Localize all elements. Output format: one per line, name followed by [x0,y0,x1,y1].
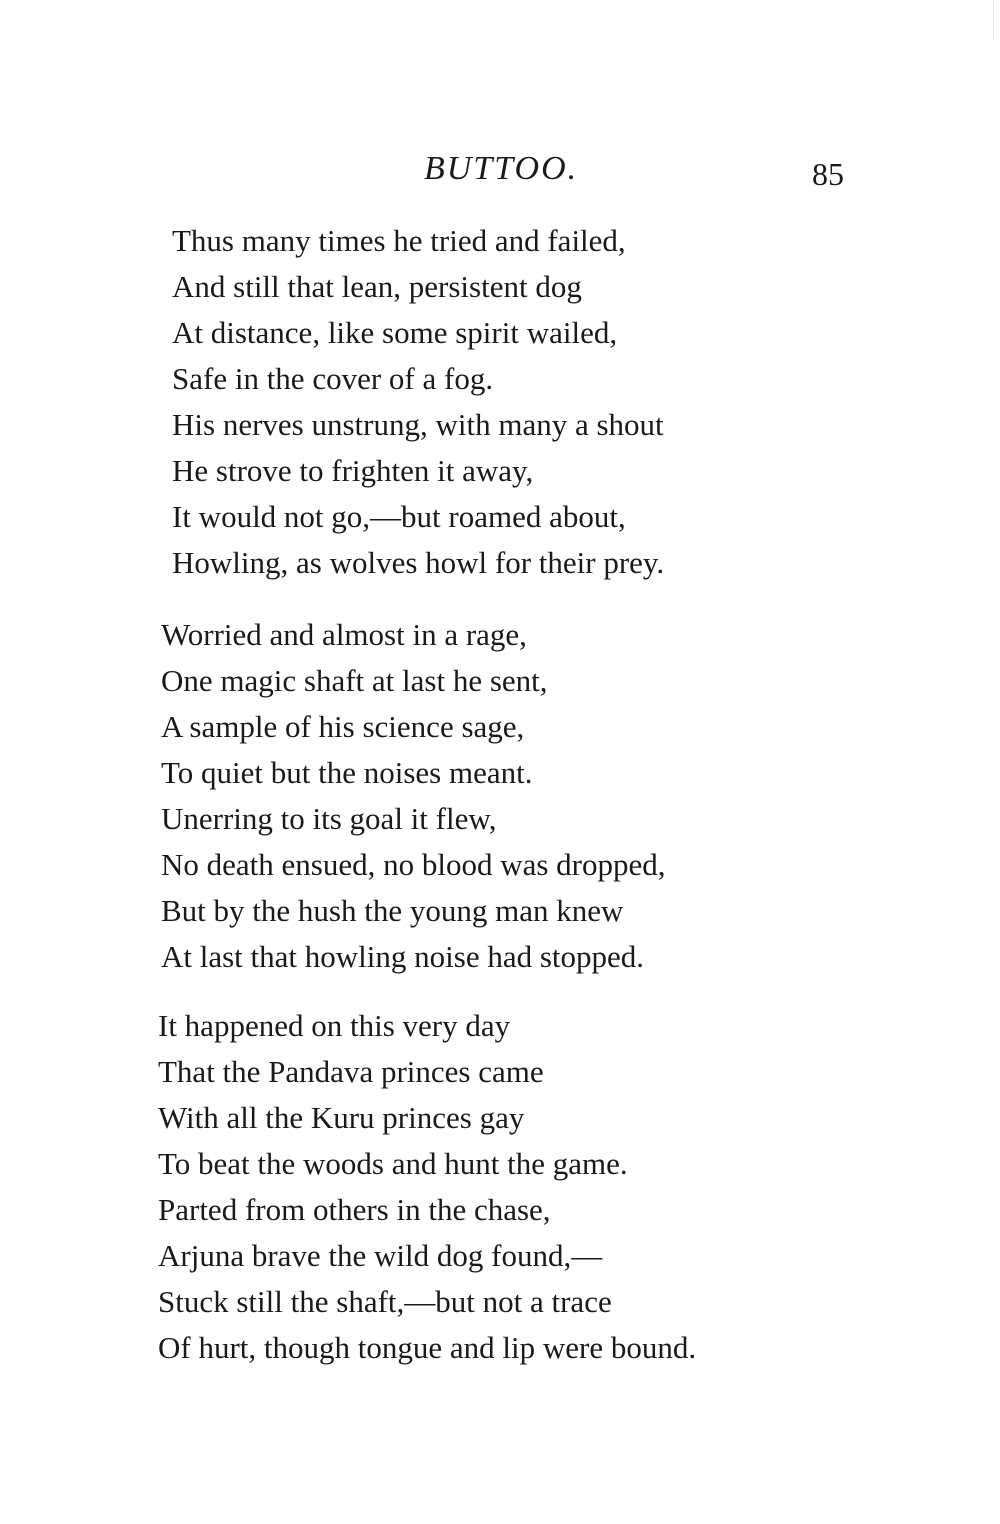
poem-line: His nerves unstrung, with many a shout [172,407,664,442]
poem-line: Parted from others in the chase, [158,1192,551,1227]
poem-line: That the Pandava princes came [158,1054,544,1089]
poem-line: No death ensued, no blood was dropped, [161,847,666,882]
poem-line: At distance, like some spirit wailed, [172,315,618,350]
page-edge-mark [993,0,994,40]
poem-line: A sample of his science sage, [161,709,525,744]
stanza-1 [172,218,664,586]
poem-line: Thus many times he tried and failed, [172,223,626,258]
stanza-2 [161,612,666,980]
poem-line: Stuck still the shaft,—but not a trace [158,1284,612,1319]
poem-line: Safe in the cover of a fog. [172,361,494,396]
poem-line: But by the hush the young man knew [161,893,624,928]
poem-line: It would not go,—but roamed about, [172,499,626,534]
poem-line: One magic shaft at last he sent, [161,663,548,698]
poem-line: It happened on this very day [158,1008,511,1043]
page-number: 85 [812,156,844,192]
poem-line: He strove to frighten it away, [172,453,534,488]
poem-line: To beat the woods and hunt the game. [158,1146,628,1181]
poem-line: Unerring to its goal it flew, [161,801,497,836]
poem-line: Howling, as wolves howl for their prey. [172,545,665,580]
poem-line: Of hurt, though tongue and lip were bound. [158,1330,697,1365]
poem-line: At last that howling noise had stopped. [161,939,645,974]
running-title: BUTTOO. [424,150,579,187]
poem-line: With all the Kuru princes gay [158,1100,525,1135]
poem-line: And still that lean, persistent dog [172,269,582,304]
running-head [0,150,1000,200]
poem-line: Arjuna brave the wild dog found,— [158,1238,603,1273]
poem-line: To quiet but the noises meant. [161,755,533,790]
poem-line: Worried and almost in a rage, [161,617,527,652]
stanza-3 [158,1003,696,1371]
